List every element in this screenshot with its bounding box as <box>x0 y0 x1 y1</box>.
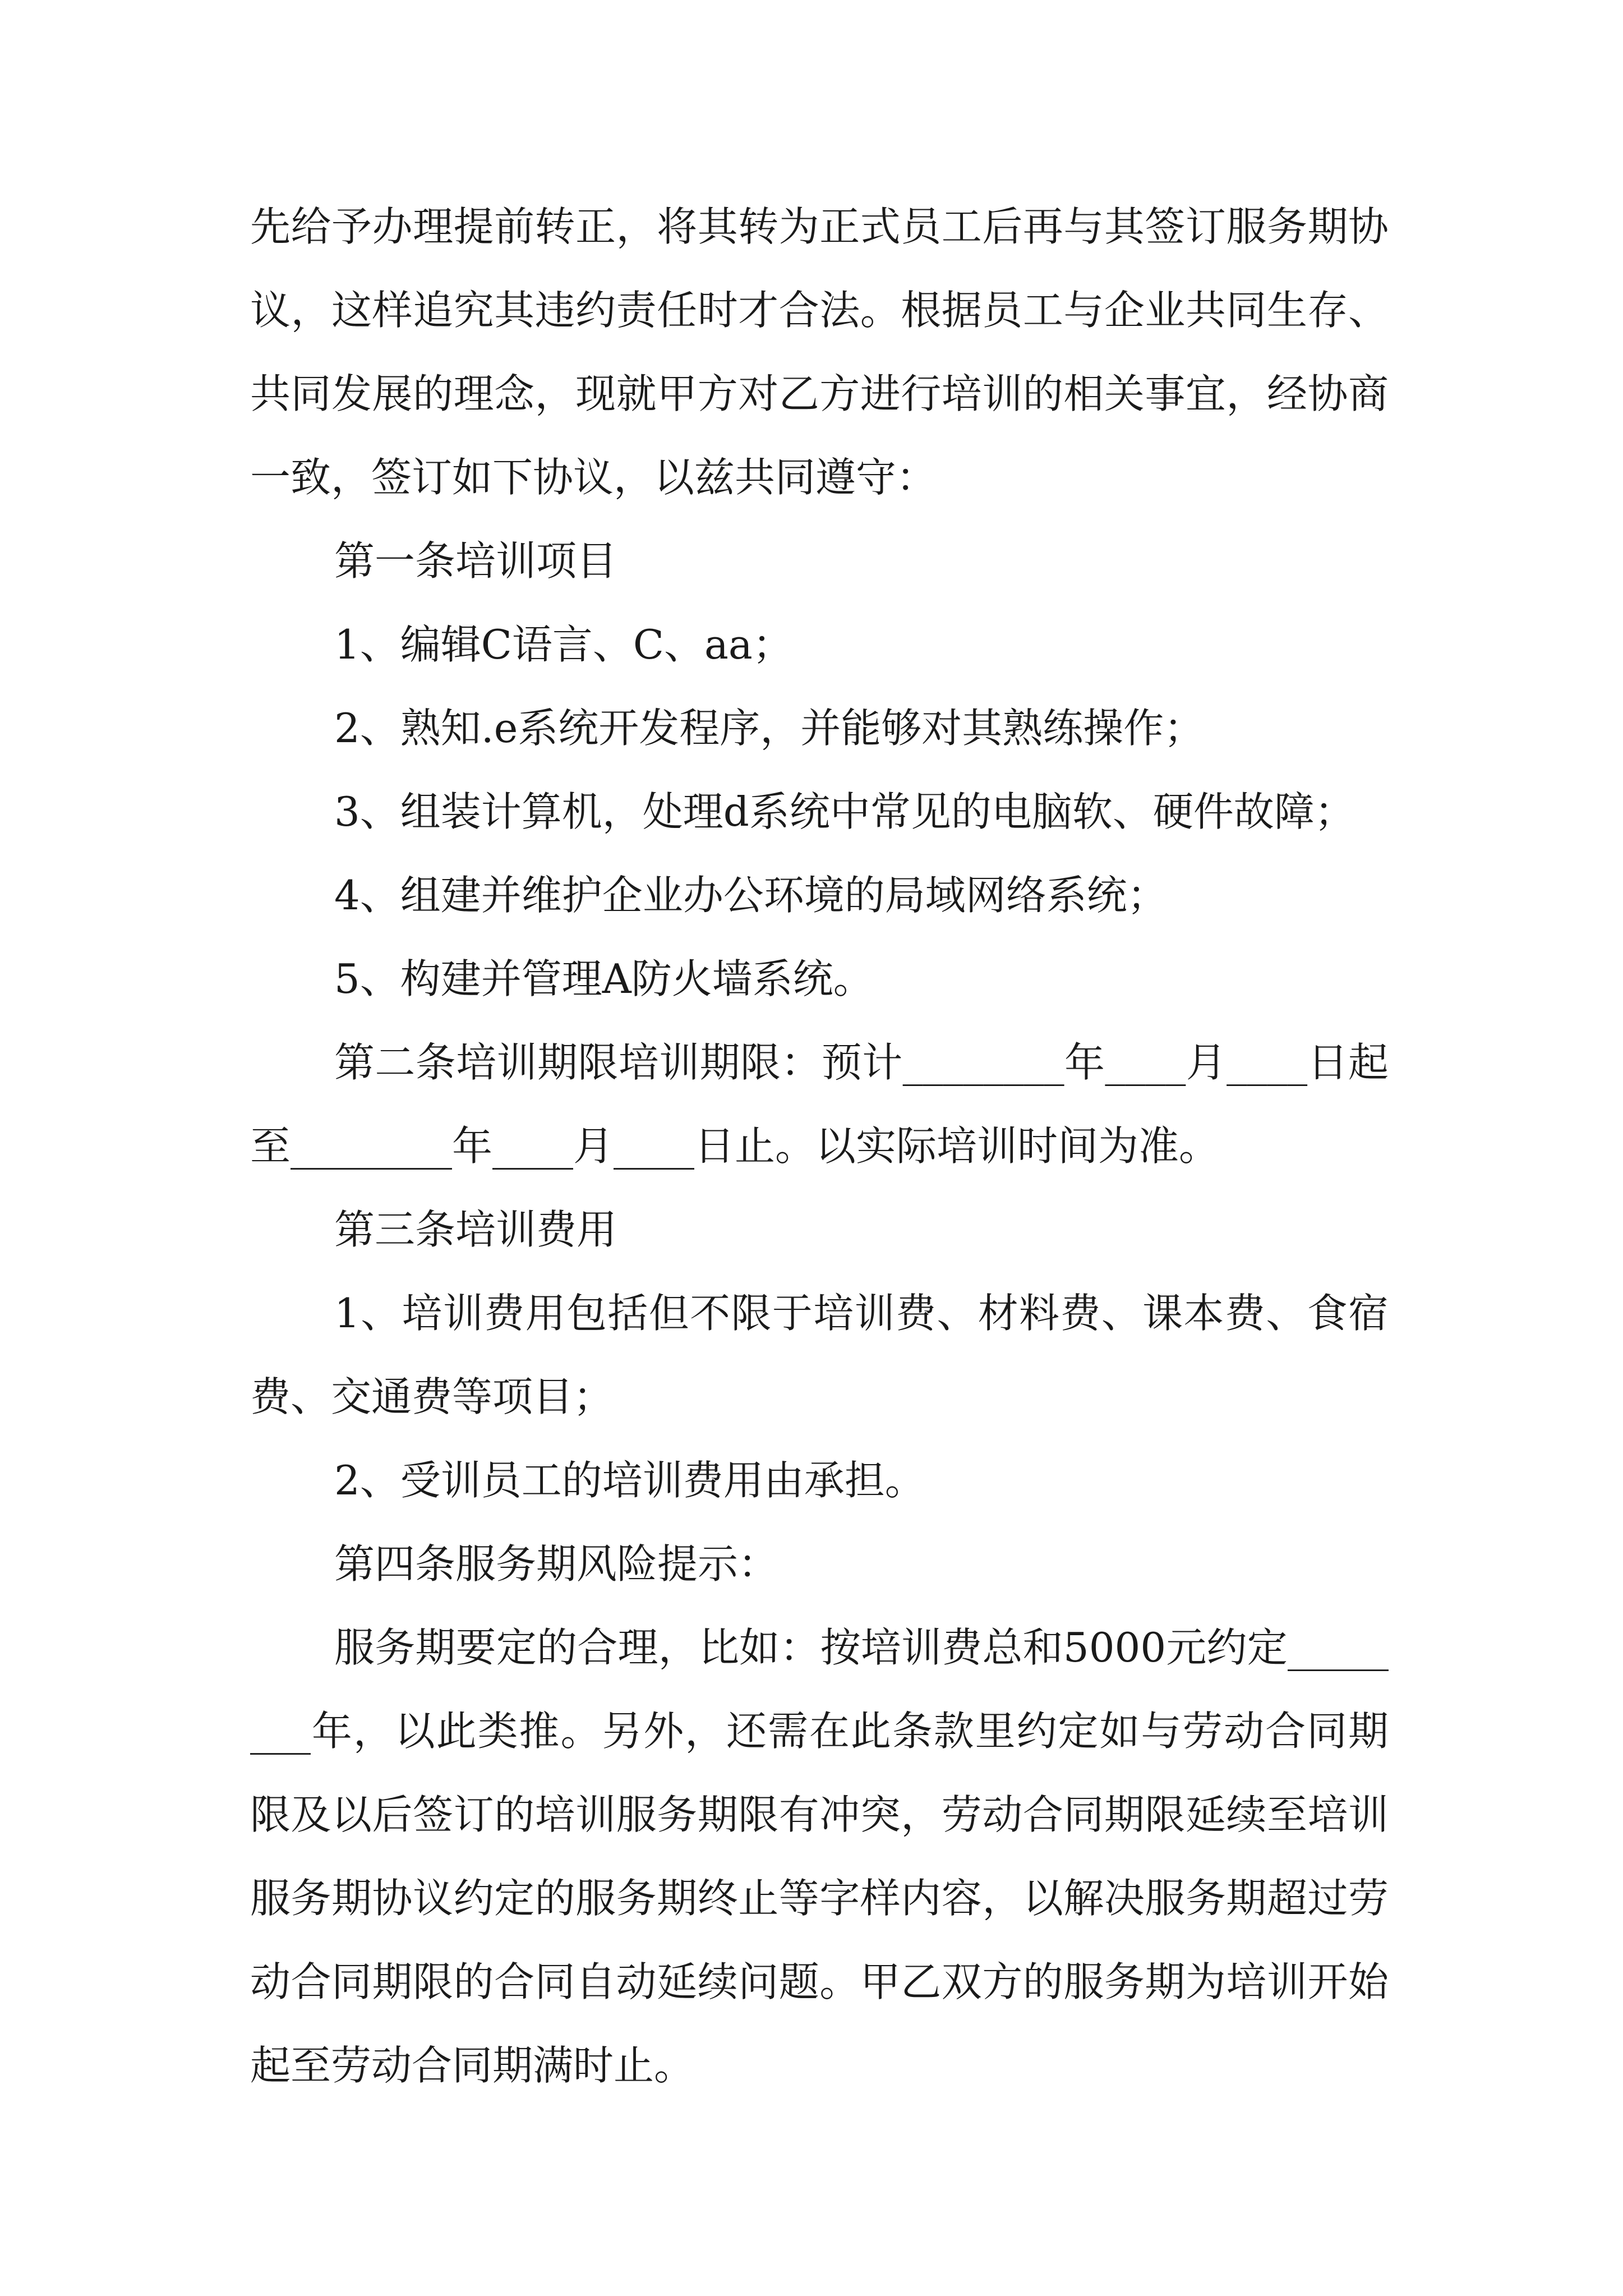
paragraph-article-2: 第二条培训期限培训期限：预计________年____月____日起至________年____月____日止。以实际培训时间为准。 <box>250 1039 1389 1170</box>
list-item: 4、组建并维护企业办公环境的局域网络系统； <box>334 872 1168 919</box>
document-body <box>250 185 1389 2108</box>
list-item: 2、受训员工的培训费用由承担。 <box>334 1457 925 1504</box>
heading-article-1: 第一条培训项目 <box>334 537 617 585</box>
list-item: 5、构建并管理A防火墙系统。 <box>334 955 874 1002</box>
heading-article-4: 第四条服务期风险提示： <box>334 1540 779 1588</box>
paragraph-service-period: 服务期要定的合理，比如：按培训费总和5000元约定________年，以此类推。另外，还需在此条款里约定如与劳动合同期限及以后签订的培训服务期限有冲突，劳动合同期限延续至培训服务期协议约定的服务期终止等字样内容，以解决服务期超过劳动合同期限的合同自动延续问题。甲乙双方的服务期为培训开始起至劳动合同期满时止。 <box>250 1624 1389 2089</box>
list-item: 2、熟知.e系统开发程序，并能够对其熟练操作； <box>334 705 1205 752</box>
heading-article-3: 第三条培训费用 <box>334 1206 617 1253</box>
list-item: 1、培训费用包括但不限于培训费、材料费、课本费、食宿费、交通费等项目； <box>250 1290 1389 1420</box>
list-item: 1、编辑C语言、C、aa； <box>334 621 793 668</box>
paragraph-intro: 先给予办理提前转正，将其转为正式员工后再与其签订服务期协议，这样追究其违约责任时才合法。根据员工与企业共同生存、共同发展的理念，现就甲方对乙方进行培训的相关事宜，经协商一致，签订如下协议，以兹共同遵守： <box>250 203 1389 501</box>
list-item: 3、组装计算机，处理d系统中常见的电脑软、硬件故障； <box>334 788 1355 835</box>
